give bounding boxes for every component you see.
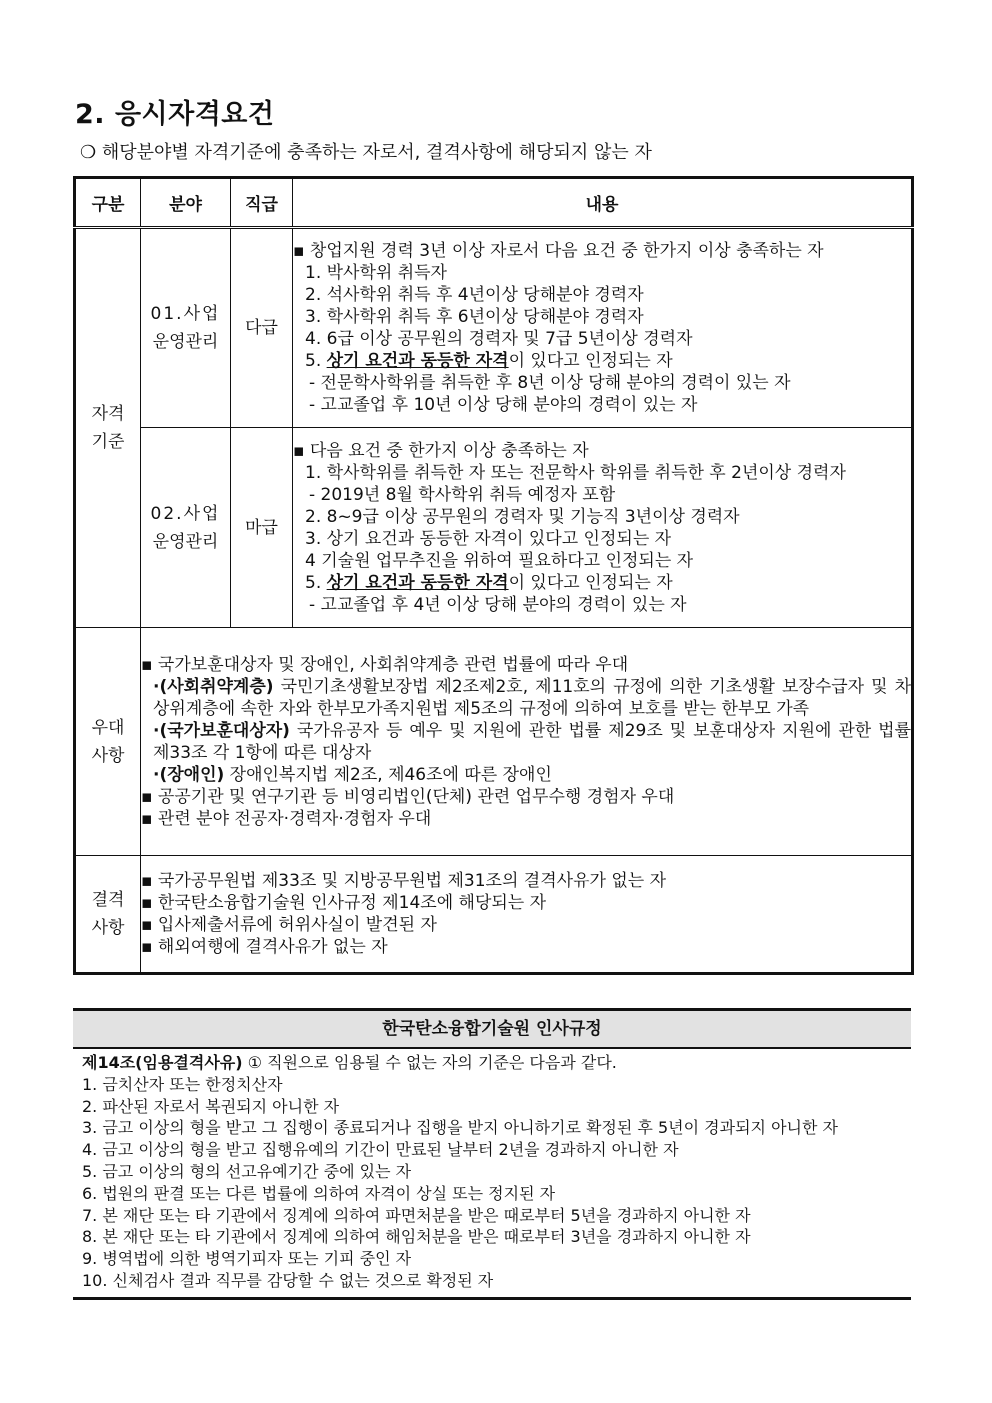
list-item: 9. 병역법에 의한 병역기피자 또는 기피 중인 자 [82,1249,412,1269]
disq-label: 결격 사항 [75,856,141,974]
grade-cell: 다급 [231,228,293,428]
list-item: 6. 법원의 판결 또는 다른 법률에 의하여 자격이 상실 또는 정지된 자 [82,1183,556,1203]
content-cell: ▪ 다음 요건 중 한가지 이상 충족하는 자 1. 학사학위를 취득한 자 또는 전문학사 학위를 취득한 후 2년이상 경력자 - 2019년 8월 학사학위 취득 예정자 포함 2. 8~9급 이상 공무원의 경력자 및 기능직 3년이상 경력자 3. 상기 요건과 동등한 자격이 있다고 인정되는 자 4 기술원 업무추진을 위하여 필요하다고 인정되는 자 5. 상기 요건과 동등한 자격이 있다고 인정되는 자 - 고교졸업 후 4년 이상 당해 분야의 경력이 있는 자 [293,428,913,628]
list-item: 5. 금고 이상의 형의 선고유예기간 중에 있는 자 [82,1161,412,1181]
intro-text: ❍ 해당분야별 자격기준에 충족하는 자로서, 결격사항에 해당되지 않는 자 [80,142,652,163]
disq-content: ▪ 국가공무원법 제33조 및 지방공무원법 제31조의 결격사유가 없는 자 ▪ 한국탄소융합기술원 인사규정 제14조에 해당되는 자 ▪ 입사제출서류에 허위사실이 발견된 자 ▪ 해외여행에 결격사유가 없는 자 [141,856,913,974]
regulation-title: 한국탄소융합기술원 인사규정 [73,1008,911,1049]
header-content: 내용 [293,178,913,228]
table-row [75,856,913,974]
regulation-body: 제14조(임용결격사유) ① 직원으로 임용될 수 없는 자의 기준은 다음과 같다. 1. 금치산자 또는 한정치산자 2. 파산된 자로서 복권되지 아니한 자 3. 금고 이상의 형을 받고 그 집행이 종료되거나 집행을 받지 아니하기로 확정된 후 5년이 경과되지 아니한 자 4. 금고 이상의 형을 받고 집행유예의 기간이 만료된 날부터 2년을 경과하지 아니한 자 5. 금고 이상의 형의 선고유예기간 중에 있는 자 6. 법원의 판결 또는 다른 법률에 의하여 자격이 상실 또는 정지된 자 7. 본 재단 또는 타 기관에서 징계에 의하여 파면처분을 받은 때로부터 5년을 경과하지 아니한 자 8. 본 재단 또는 타 기관에서 징계에 의하여 해임처분을 받은 때로부터 3년을 경과하지 아니한 자 9. 병역법에 의한 병역기피자 또는 기피 중인 자 10. 신체검사 결과 직무를 감당할 수 없는 것으로 확정된 자 [82,1052,908,1292]
header-grade: 직급 [231,178,293,228]
table-row [75,428,913,628]
field-cell: 01.사업 운영관리 [141,228,231,428]
bottom-divider [73,1297,911,1300]
table-row [75,628,913,856]
requirements-table [73,176,914,975]
content-cell: ▪ 창업지원 경력 3년 이상 자로서 다음 요건 중 한가지 이상 충족하는 자 1. 박사학위 취득자 2. 석사학위 취득 후 4년이상 당해분야 경력자 3. 학사학위 취득 후 6년이상 당해분야 경력자 4. 6급 이상 공무원의 경력자 및 7급 5년이상 경력자 5. 상기 요건과 동등한 자격이 있다고 인정되는 자 - 전문학사학위를 취득한 후 8년 이상 당해 분야의 경력이 있는 자 - 고교졸업 후 10년 이상 당해 분야의 경력이 있는 자 [293,228,913,428]
field-cell: 02.사업 운영관리 [141,428,231,628]
article-title: 제14조(임용결격사유) [82,1053,243,1072]
list-item: 3. 금고 이상의 형을 받고 그 집행이 종료되거나 집행을 받지 아니하기로 확정된 후 5년이 경과되지 아니한 자 [82,1118,838,1138]
list-item: 7. 본 재단 또는 타 기관에서 징계에 의하여 파면처분을 받은 때로부터 5년을 경과하지 아니한 자 [82,1205,751,1225]
list-item: 2. 파산된 자로서 복권되지 아니한 자 [82,1096,340,1116]
list-item: 8. 본 재단 또는 타 기관에서 징계에 의하여 해임처분을 받은 때로부터 3년을 경과하지 아니한 자 [82,1227,751,1247]
pref-content: ▪ 국가보훈대상자 및 장애인, 사회취약계층 관련 법률에 따라 우대 ·(사회취약계층) 국민기초생활보장법 제2조제2호, 제11호의 규정에 의한 기초생활 보장수급자 및 차상위계층에 속한 자와 한부모가족지원법 제5조의 규정에 의하여 보호를 받는 한부모 가족 ·(국가보훈대상자) 국가유공자 등 예우 및 지원에 관한 법률 제29조 및 보훈대상자 지원에 관한 법률 제33조 각 1항에 따른 대상자 ·(장애인) 장애인복지법 제2조, 제46조에 따른 장애인 ▪ 공공기관 및 연구기관 등 비영리법인(단체) 관련 업무수행 경험자 우대 ▪ 관련 분야 전공자·경력자·경험자 우대 [141,628,913,856]
header-category: 구분 [75,178,141,228]
grade-cell: 마급 [231,428,293,628]
table-row [75,228,913,428]
table-header-row [75,178,913,228]
list-item: 10. 신체검사 결과 직무를 감당할 수 없는 것으로 확정된 자 [82,1270,494,1290]
list-item: 4. 금고 이상의 형을 받고 집행유예의 기간이 만료된 날부터 2년을 경과하지 아니한 자 [82,1140,679,1160]
qual-label: 자격 기준 [75,228,141,628]
section-title: 2. 응시자격요건 [75,99,275,130]
header-field: 분야 [141,178,231,228]
list-item: 1. 금치산자 또는 한정치산자 [82,1074,283,1094]
pref-label: 우대 사항 [75,628,141,856]
